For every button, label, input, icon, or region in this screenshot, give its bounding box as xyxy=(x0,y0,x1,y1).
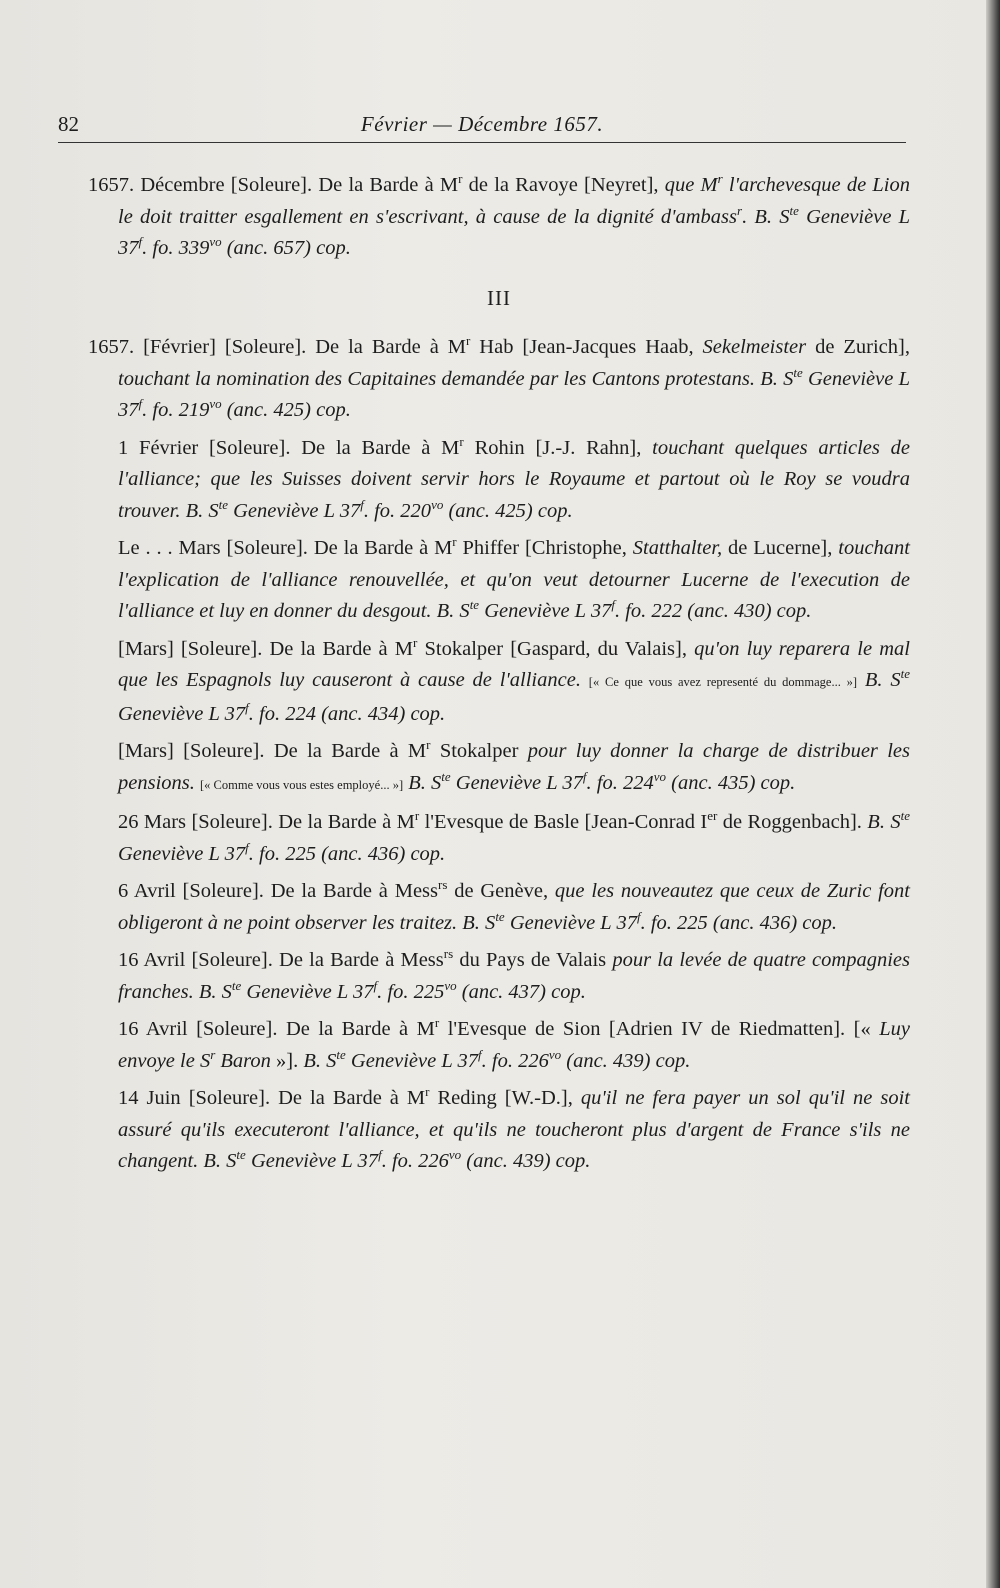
entry-text: l'Evesque de Basle [Jean-Conrad I xyxy=(419,811,708,833)
superscript: rs xyxy=(438,877,448,893)
superscript: te xyxy=(900,666,911,682)
superscript: vo xyxy=(548,1046,562,1062)
entry-letter xyxy=(88,332,910,427)
entry-text: De la Barde à Mess xyxy=(279,949,444,971)
entry-date: [Mars] [Soleure]. xyxy=(118,637,263,660)
entry-text: De la Barde à M xyxy=(301,436,460,459)
superscript: r xyxy=(466,333,471,349)
superscript: r xyxy=(434,1015,440,1031)
reference-text: (anc. 657) cop. xyxy=(221,237,351,259)
entry-text: de Zurich], xyxy=(806,336,910,358)
reference-text: (anc. 425) cop. xyxy=(221,399,351,421)
superscript: vo xyxy=(444,977,457,993)
reference-text: . fo. 225 (anc. 436) cop. xyxy=(248,842,446,865)
reference-text: B. S xyxy=(303,1049,337,1072)
reference-text: B. S xyxy=(864,669,901,691)
reference-text: Geneviève L 37 xyxy=(245,1150,379,1172)
entry-text: De la Barde à M xyxy=(318,174,459,196)
superscript: f xyxy=(138,396,143,412)
reference-text: Geneviève L 37 xyxy=(118,367,910,421)
reference-text: Geneviève L 37 xyxy=(227,499,361,522)
superscript: te xyxy=(789,202,799,218)
superscript: r xyxy=(458,171,463,187)
entry-date: 6 Avril [Soleure]. xyxy=(118,880,264,902)
reference-text: . fo. 339 xyxy=(142,237,210,259)
superscript: vo xyxy=(653,768,667,784)
summary-text: touchant la nomination des Capitaines demandée par les Cantons protestans. B. S xyxy=(118,367,794,390)
superscript: te xyxy=(900,808,910,824)
superscript: f xyxy=(378,1147,382,1163)
reference-text: . fo. 225 xyxy=(377,980,445,1003)
running-header xyxy=(58,110,906,143)
superscript: vo xyxy=(431,496,444,512)
summary-text: touchant l'explication de l'alliance renouvellée, et qu'on veut detourner Lucerne de l'execution de l'alliance et luy en donner du desgout. B. S xyxy=(118,537,910,622)
entry-letter xyxy=(88,945,910,1008)
entry-text: De la Barde à M xyxy=(285,1018,435,1040)
superscript: te xyxy=(441,768,451,784)
entry-text: De la Barde à M xyxy=(278,811,415,833)
superscript: f xyxy=(245,699,249,715)
running-title: Février — Décembre 1657. xyxy=(360,112,604,136)
reference-text: Geneviève L 37 xyxy=(450,771,583,794)
entry-summary xyxy=(118,364,910,422)
entry-reference xyxy=(303,1046,691,1072)
entry-date: 16 Avril [Soleure]. xyxy=(118,1018,278,1040)
reference-text: Geneviève L 37 xyxy=(118,205,911,259)
reference-text: . fo. 225 (anc. 436) cop. xyxy=(640,911,837,934)
entry-text: De la Barde à M xyxy=(273,740,427,762)
entry-date: 1657. Décembre [Soleure]. xyxy=(88,174,313,196)
entry-text: De la Barde à M xyxy=(269,637,414,660)
entry-text: de la Ravoye [Neyret], xyxy=(462,174,665,196)
entry-date: [Mars] [Soleure]. xyxy=(118,740,265,762)
entry-1657-decembre xyxy=(88,170,910,265)
entry-reference xyxy=(408,768,796,794)
superscript: te xyxy=(236,1147,246,1163)
summary-text: touchant quelques articles de l'alliance; que les Suisses doivent servir hors le Royaume et partout où le Roy se voudra trouver. B. S xyxy=(118,436,910,522)
text-block xyxy=(88,170,910,1184)
superscript: f xyxy=(245,839,249,855)
superscript: vo xyxy=(448,1147,462,1163)
reference-text: . fo. 219 xyxy=(142,399,210,421)
entry-text: Rohin [J.-J. Rahn], xyxy=(463,436,653,459)
reference-text: Geneviève L 37 xyxy=(118,702,246,725)
superscript: r xyxy=(452,534,457,550)
entry-summary: pour luy donner la charge de distribuer les pensions. xyxy=(118,740,910,794)
entry-text: De la Barde à M xyxy=(313,537,453,559)
superscript: te xyxy=(793,364,803,380)
entry-letter xyxy=(88,1014,910,1077)
entry-text: »]. xyxy=(270,1049,304,1072)
summary-text: que M xyxy=(664,174,718,196)
reference-text: . B. S xyxy=(742,205,790,228)
superscript: r xyxy=(459,433,464,449)
superscript: f xyxy=(611,597,615,613)
incipit: [« Ce que vous avez representé du dommage... »] xyxy=(588,675,858,689)
entry-text: Stokalper xyxy=(430,740,528,762)
reference-text: . fo. 224 (anc. 434) cop. xyxy=(248,702,446,725)
reference-text: B. S xyxy=(408,771,442,794)
section-heading: III xyxy=(487,285,511,310)
superscript: f xyxy=(373,977,378,993)
entry-letter xyxy=(88,533,910,628)
entry-letter xyxy=(88,433,910,528)
superscript: te xyxy=(469,597,480,613)
entry-text: Reding [W.-D.], xyxy=(429,1087,581,1109)
superscript: te xyxy=(495,908,505,924)
entry-text: Phiffer [Christophe, xyxy=(456,537,633,559)
page-number: 82 xyxy=(58,112,79,136)
reference-text: . fo. 226 xyxy=(381,1150,449,1172)
reference-text: (anc. 425) cop. xyxy=(443,499,573,522)
reference-text: (anc. 439) cop. xyxy=(561,1049,691,1072)
entry-text: Stokalper [Gaspard, du Valais], xyxy=(417,637,695,660)
superscript: r xyxy=(413,634,418,650)
superscript: f xyxy=(478,1046,482,1062)
quote-text: Baron xyxy=(215,1049,271,1072)
superscript: r xyxy=(414,808,420,824)
superscript: vo xyxy=(209,234,222,250)
entry-text: Hab [Jean-Jacques Haab, xyxy=(470,336,703,358)
summary-text: pour la levée de quatre compagnies franches. B. S xyxy=(118,949,910,1003)
superscript: te xyxy=(218,496,228,512)
page-edge-shadow xyxy=(986,0,1000,1588)
entry-date: 1 Février [Soleure]. xyxy=(118,436,291,459)
entry-text: du Pays de Valais xyxy=(453,949,613,971)
superscript: te xyxy=(336,1046,346,1062)
reference-text: Geneviève L 37 xyxy=(504,911,637,934)
entry-text: de Lucerne], xyxy=(722,537,839,559)
entry-letter xyxy=(88,1083,910,1178)
entry-summary: qu'on luy reparera le mal que les Espagnols luy causeront à cause de l'alliance. xyxy=(118,637,910,691)
reference-text: Geneviève L 37 xyxy=(345,1049,479,1072)
entry-letter xyxy=(88,876,910,939)
superscript: f xyxy=(138,234,143,250)
entry-italic: Statthalter, xyxy=(632,537,723,559)
summary-text: qu'il ne fera payer un sol qu'il ne soit assuré qu'ils executeront l'alliance, et qu'ils ne toucheront plus d'argent de France s'ils ne changent. B. S xyxy=(118,1087,910,1172)
reference-text: Geneviève L 37 xyxy=(118,842,246,865)
entry-text: l'Evesque de Sion [Adrien IV de Riedmatten]. [« xyxy=(439,1018,880,1040)
entry-letter xyxy=(88,807,910,870)
entry-date: 1657. [Février] [Soleure]. xyxy=(88,336,307,358)
reference-text: . fo. 224 xyxy=(586,771,654,794)
summary-text: l'archevesque de Lion le doit traitter esgallement en s'escrivant, à cause de la dignité d'ambass xyxy=(118,174,910,228)
superscript: r xyxy=(717,171,723,187)
superscript: rs xyxy=(443,946,454,962)
reference-text: . fo. 226 xyxy=(481,1049,549,1072)
reference-text: (anc. 439) cop. xyxy=(461,1150,591,1172)
superscript: f xyxy=(360,496,364,512)
entry-text: de Roggenbach]. xyxy=(717,811,868,833)
reference-text: . fo. 220 xyxy=(363,499,432,522)
incipit: [« Comme vous vous estes employé... »] xyxy=(200,777,404,792)
superscript: r xyxy=(426,737,431,753)
entry-date: Le . . . Mars [Soleure]. xyxy=(118,537,308,559)
superscript: r xyxy=(210,1046,216,1062)
entry-date: 14 Juin [Soleure]. xyxy=(118,1087,271,1109)
entry-date: 26 Mars [Soleure]. xyxy=(118,811,273,833)
reference-text: B. S xyxy=(867,811,901,833)
quote-text: Luy envoye le S xyxy=(118,1018,910,1072)
entry-text: de Genève, xyxy=(447,880,555,902)
reference-text: (anc. 437) cop. xyxy=(456,980,586,1003)
entry-date: 16 Avril [Soleure]. xyxy=(118,949,273,971)
entry-italic: Sekelmeister xyxy=(702,336,807,358)
summary-text: que les nouveautez que ceux de Zuric font obligeront à ne point observer les traitez. B. S xyxy=(118,880,910,934)
entry-letter xyxy=(88,736,910,801)
superscript: vo xyxy=(209,396,222,412)
entry-letter xyxy=(88,634,910,731)
superscript: r xyxy=(737,202,743,218)
superscript: r xyxy=(425,1084,430,1100)
reference-text: . fo. 222 (anc. 430) cop. xyxy=(614,600,812,622)
entry-text: De la Barde à M xyxy=(278,1087,426,1109)
reference-text: Geneviève L 37 xyxy=(241,980,374,1003)
superscript: f xyxy=(582,768,587,784)
superscript: f xyxy=(636,908,641,924)
entry-text: De la Barde à M xyxy=(315,336,467,358)
reference-text: (anc. 435) cop. xyxy=(666,771,796,794)
superscript: er xyxy=(707,808,718,824)
reference-text: Geneviève L 37 xyxy=(479,600,612,622)
superscript: te xyxy=(231,977,242,993)
entry-text: De la Barde à Mess xyxy=(270,880,438,902)
